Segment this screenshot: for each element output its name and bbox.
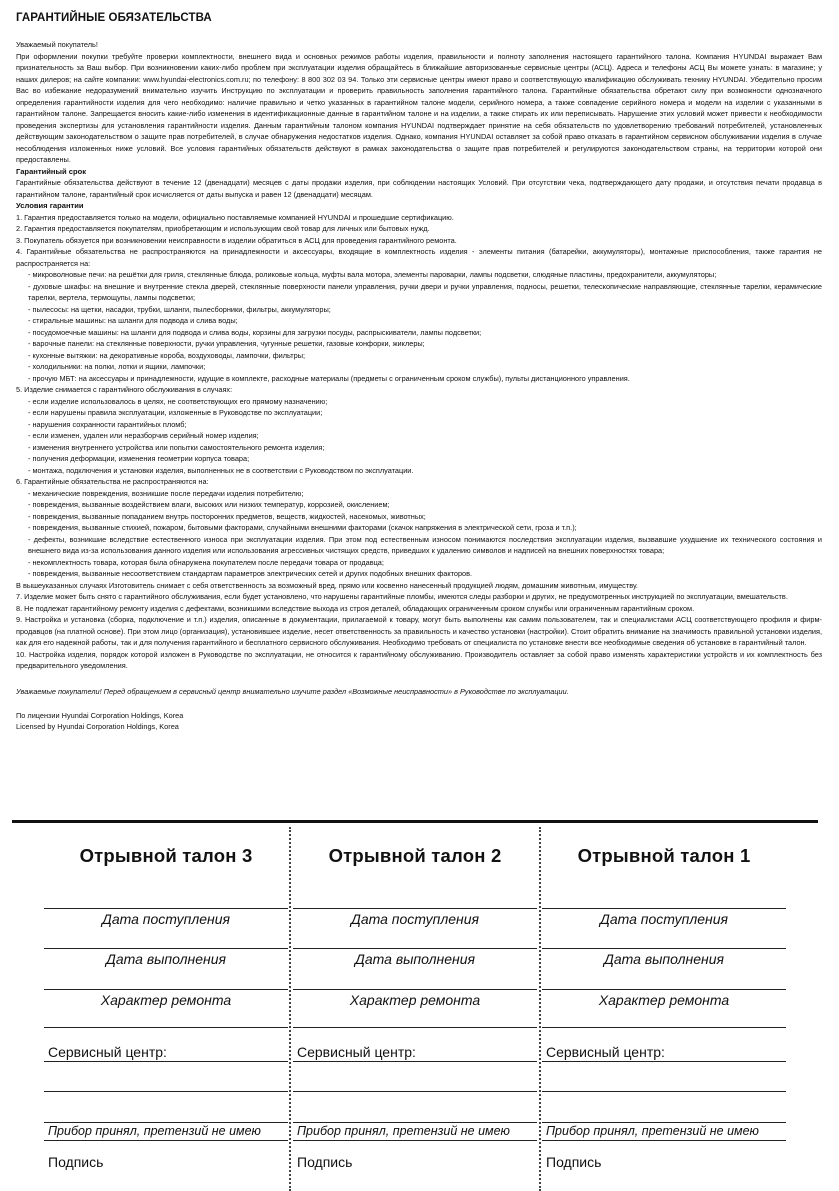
condition-6-item: - повреждения, вызванные попаданием внутрь посторонних предметов, веществ, жидкостей, насекомых, животных; xyxy=(28,511,426,521)
license-ru: По лицензии Hyundai Corporation Holdings, Korea xyxy=(16,710,184,720)
repair-label: Характер ремонта xyxy=(349,992,481,1008)
accepted-label: Прибор принял, претензий не имею xyxy=(546,1124,759,1138)
condition-4-item: - кухонные вытяжки: на декоративные короба, воздуховоды, лампочки, фильтры; xyxy=(28,350,306,360)
completed-label: Дата выполнения xyxy=(106,951,226,967)
condition-5-item: - изменения внутреннего устройства или попытки самостоятельного ремонта изделия; xyxy=(28,442,325,452)
field-line xyxy=(542,1091,786,1092)
condition-4-item: - прочую МБТ: на аксессуары и принадлежности, идущие в комплекте, расходные материалы (предметы с ограниченным сроком службы), пульты дистанционного управления. xyxy=(28,373,630,383)
accepted-label: Прибор принял, претензий не имею xyxy=(48,1124,261,1138)
service-center-label: Сервисный центр: xyxy=(48,1044,167,1060)
license-en: Licensed by Hyundai Corporation Holdings, Korea xyxy=(16,722,179,731)
field-line xyxy=(293,1091,537,1092)
field-line xyxy=(542,1061,786,1062)
condition-5-item: - получения деформации, изменения геометрии корпуса товара; xyxy=(28,454,250,463)
coupon-title: Отрывной талон 1 xyxy=(577,845,751,866)
condition-5-item: - если нарушены правила эксплуатации, изложенные в Руководстве по эксплуатации; xyxy=(28,408,323,417)
warranty-period-heading: Гарантийный срок xyxy=(16,166,87,176)
condition-5-item: - нарушения сохранности гарантийных пломб; xyxy=(28,419,187,429)
warranty-period-text: Гарантийные обязательства действуют в течение 12 (двенадцати) месяцев с даты продажи изделия, при соблюдении настоящих Условий. При отсутствии чека, подтверждающего дату продажи, и отсутствия печати продавца в гарантийном талоне, гарантийный срок исчисляется от даты выпуска и равен 12 (двенадцати) месяцам. xyxy=(16,178,822,199)
field-line xyxy=(542,989,786,990)
completed-label: Дата выполнения xyxy=(604,951,724,967)
field-line xyxy=(542,948,786,949)
condition-6-item: - дефекты, возникшие вследствие естественного износа при эксплуатации изделия. При этом под естественным износом понимаются последствия эксплуатации изделия, вызвавшие ухудшение их технического состояния и внешнего вида из-за использования данного изделия или использования агрессивных чистящих средств, приведших к удалению символов и надписей на внешних поверхностях товара; xyxy=(28,534,822,555)
signature-label: Подпись xyxy=(297,1154,353,1170)
condition-7: 7. Изделие может быть снято с гарантийного обслуживания, если будет установлено, что нарушены гарантийные пломбы, имеются следы разборки и других, не предусмотренных инструкцией по эксплуатации, вмешательств. xyxy=(16,592,788,601)
condition-10: 10. Настройка изделия, порядок которой изложен в Руководстве по эксплуатации, не относится к гарантийному обслуживанию. Производитель оставляет за собой право изменять характеристики устройств и их комплектность без предварительного уведомления. xyxy=(16,649,822,670)
field-line xyxy=(44,1027,288,1028)
condition-6-item: - механические повреждения, возникшие после передачи изделия потребителю; xyxy=(28,488,304,498)
field-line xyxy=(293,1140,537,1141)
intro-paragraph: При оформлении покупки требуйте проверки комплектности, внешнего вида и основных режимов работы изделия, правильности и полноту заполнения настоящего гарантийного талона. Компания HYUNDAI выражает Вам признательность за Ваш выбор. При возникновении каких-либо проблем при эксплуатации изделия обращайтесь в ближайшие авторизованные сервисные центры (АСЦ). Адреса и телефоны АСЦ Вы можете узнать: в магазине; у наших дилеров; на сайте компании: www.hyundai-electronics.com.ru; по телефону: 8 800 302 03 94. Только эти сервисные центры имеют право и соответствующую квалификацию обслуживать технику HYUNDAI. Убедительно просим Вас во избежание недоразумений внимательно изучить Инструкцию по эксплуатации и проверить правильность заполнения гарантийного талона. Гарантийные обязательства обретают силу при возможности однозначного определения гарантийности изделия для чего необходимо: наличие правильно и четко указанных в гарантийном талоне модели, серийного номера, а также совпадение серийного номера и модели на изделии с указанными в гарантийном талоне. Запрещается вносить какие-либо изменения в идентификационные данные в гарантийном талоне и на изделии, а также стирать их или переписывать. Нарушение этих условий может привести к необходимости проведения экспертизы для установления гарантийности изделия. Данным гарантийным талоном компания HYUNDAI подтверждает принятие на себя обязательств по удовлетворению требований потребителей, установленных действующим законодательством о защите прав потребителей, в случае обнаружения недостатков изделия. Однако, компания HYUNDAI оставляет за собой право отказать в гарантийном сервисном обслуживании изделия в случае несоблюдения изложенных ниже условий. Все условия гарантийных обязательств действуют в рамках законодательства о защите прав потребителей и регулируются законодательством страны, на территории которой они предоставлены. xyxy=(16,51,822,164)
coupon-3 xyxy=(44,823,288,1191)
field-line xyxy=(44,1140,288,1141)
customer-note: Уважаемые покупатели! Перед обращением в сервисный центр внимательно изучите раздел «Возможные неисправности» в Руководстве по эксплуатации. xyxy=(16,686,569,696)
repair-label: Характер ремонта xyxy=(598,992,730,1008)
condition-6-tail: В вышеуказанных случаях Изготовитель снимает с себя ответственность за возможный вред, прямо или косвенно нанесенный продукцией людям, домашним животным, имуществу. xyxy=(16,580,638,590)
repair-label: Характер ремонта xyxy=(100,992,232,1008)
field-line xyxy=(293,908,537,909)
received-label: Дата поступления xyxy=(599,911,729,927)
warranty-body xyxy=(16,39,822,672)
field-line xyxy=(293,1061,537,1062)
condition-1: 1. Гарантия предоставляется только на модели, официально поставляемые компанией HYUNDAI и прошедшие сертификацию. xyxy=(16,212,454,222)
completed-label: Дата выполнения xyxy=(355,951,475,967)
condition-4-item: - стиральные машины: на шланги для подвода и слива воды; xyxy=(28,316,238,325)
field-line xyxy=(44,1122,288,1123)
conditions-heading: Условия гарантии xyxy=(16,201,84,210)
field-line xyxy=(542,1027,786,1028)
received-label: Дата поступления xyxy=(350,911,480,927)
field-line xyxy=(293,1122,537,1123)
tear-off-coupons xyxy=(12,823,818,1191)
condition-6-item: - повреждения, вызванные стихией, пожаром, бытовыми факторами, случайными внешними факторами (скачок напряжения в электрической сети, гроза и т.п.); xyxy=(28,523,577,532)
coupon-title: Отрывной талон 3 xyxy=(79,845,253,866)
condition-5-item: - если изменен, удален или неразборчив серийный номер изделия; xyxy=(28,431,259,440)
coupon-title: Отрывной талон 2 xyxy=(328,845,502,866)
condition-5: 5. Изделие снимается с гарантийного обслуживания в случаях: xyxy=(16,385,233,394)
condition-2: 2. Гарантия предоставляется покупателям, приобретающим и использующим свой товар для личных или бытовых нужд. xyxy=(16,224,430,233)
condition-4-item: - холодильники: на полки, лотки и ящики, лампочки; xyxy=(28,362,206,371)
tear-line xyxy=(289,827,291,1191)
signature-label: Подпись xyxy=(546,1154,602,1170)
coupon-2 xyxy=(293,823,537,1191)
field-line xyxy=(293,989,537,990)
service-center-label: Сервисный центр: xyxy=(297,1044,416,1060)
field-line xyxy=(44,1061,288,1062)
coupon-1 xyxy=(542,823,786,1191)
signature-label: Подпись xyxy=(48,1154,104,1170)
received-label: Дата поступления xyxy=(101,911,231,927)
license-block xyxy=(16,710,822,733)
field-line xyxy=(293,948,537,949)
condition-4-item: - духовые шкафы: на внешние и внутренние стекла дверей, стеклянные поверхности панели управления, ручки двери и ручки управления, подносы, решетки, телескопические направляющие, стеклянные тарелки, керамические тарелки, вертела, термощупы, лампы подсветки; xyxy=(28,281,822,302)
tear-line xyxy=(539,827,541,1191)
condition-4-item: - микроволновые печи: на решётки для гриля, стеклянные блюда, роликовые кольца, муфты вала мотора, элементы пароварки, лампы подсветки, слюдяные пластины, предохранители, аккумуляторы; xyxy=(28,270,717,279)
condition-5-item: - монтажа, подключения и установки изделия, выполненных не в соответствии с Руководством по эксплуатации. xyxy=(28,465,414,475)
field-line xyxy=(44,908,288,909)
condition-8: 8. Не подлежат гарантийному ремонту изделия с дефектами, возникшими вследствие выхода из строя деталей, обладающих ограниченным сроком службы или ограниченным гарантийным сроком. xyxy=(16,603,695,613)
condition-6-item: - повреждения, вызванные воздействием влаги, высоких или низких температур, коррозией, окислением; xyxy=(28,500,390,509)
field-line xyxy=(542,1140,786,1141)
field-line xyxy=(44,948,288,949)
condition-6-item: - повреждения, вызванные несоответствием стандартам параметров электрических сетей и других подобных внешних факторов. xyxy=(28,569,473,578)
warranty-document xyxy=(16,12,822,733)
field-line xyxy=(44,989,288,990)
condition-5-item: - если изделие использовалось в целях, не соответствующих его прямому назначению; xyxy=(28,396,328,406)
condition-4: 4. Гарантийные обязательства не распространяются на принадлежности и аксессуары, входящие в комплектность изделия - элементы питания (батарейки, аккумуляторы), монтажные приспособления, также гарантия не распространяется на: xyxy=(16,247,822,268)
accepted-label: Прибор принял, претензий не имею xyxy=(297,1124,510,1138)
field-line xyxy=(293,1027,537,1028)
greeting: Уважаемый покупатель! xyxy=(16,40,98,49)
condition-6: 6. Гарантийные обязательства не распространяются на: xyxy=(16,477,209,486)
condition-6-item: - некомплектность товара, которая была обнаружена покупателем после передачи товара от продавца; xyxy=(28,557,384,567)
service-center-label: Сервисный центр: xyxy=(546,1044,665,1060)
page-title: ГАРАНТИЙНЫЕ ОБЯЗАТЕЛЬСТВА xyxy=(16,12,212,24)
field-line xyxy=(542,1122,786,1123)
condition-9: 9. Настройка и установка (сборка, подключение и т.п.) изделия, описанные в документации, прилагаемой к товару, могут быть выполнены как самим пользователем, так и специалистами АСЦ соответствующего профиля и фирм-продавцов (на платной основе). При этом лицо (организация), установившее изделие, несет ответственность за правильность и качество установки (настройки). Стоит обратить внимание на значимость правильной установки изделия, как для его надежной работы, так и для получения гарантийного и бесплатного сервисного обслуживания. Необходимо требовать от специалиста по установке внести все необходимые сведения об установке в гарантийный талон. xyxy=(16,615,822,647)
condition-4-item: - варочные панели: на стеклянные поверхности, ручки управления, чугунные решетки, газовые конфорки, жиклеры; xyxy=(28,339,425,348)
field-line xyxy=(44,1091,288,1092)
field-line xyxy=(542,908,786,909)
condition-4-item: - пылесосы: на щетки, насадки, трубки, шланги, пылесборники, фильтры, аккумуляторы; xyxy=(28,304,331,314)
condition-4-item: - посудомоечные машины: на шланги для подвода и слива воды, корзины для загрузки посуды, распрыскиватели, лампы подсветки; xyxy=(28,327,482,337)
condition-3: 3. Покупатель обязуется при возникновении неисправности в изделии обратиться в АСЦ для проведения гарантийного ремонта. xyxy=(16,235,457,245)
